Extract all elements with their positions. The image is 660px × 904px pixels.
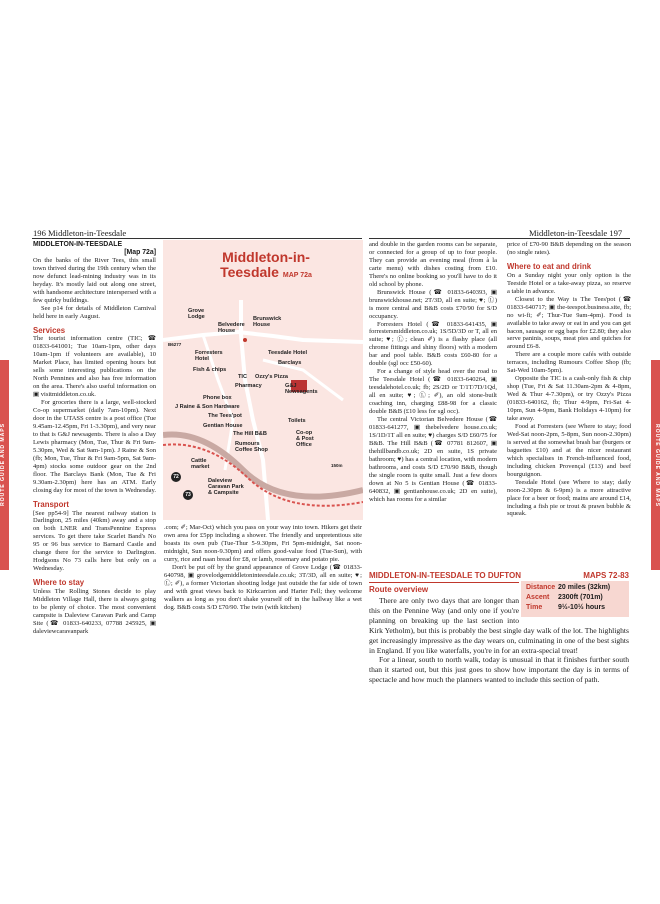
map-label-coop: Co-op & Post Office bbox=[296, 430, 314, 449]
map-label-brunswick: Brunswick House bbox=[253, 316, 282, 329]
time-value: 9½-10½ hours bbox=[558, 604, 606, 611]
map-label-grove-lodge: Grove Lodge bbox=[188, 308, 205, 321]
map-label-teesdale-hotel: Teesdale Hotel bbox=[268, 350, 308, 356]
cafes-paragraph: There are a couple more cafés with outside terraces, including Rumours Coffee Shop (fb; Sat-Wed 10am-5pm). bbox=[507, 351, 631, 375]
groceries-paragraph: For groceries there is a large, well-stocked Co-op supermarket (daily 7am-10pm). Next door in the UTASS centre is a post office (Tue 9.45am-12.45pm, Fri 1-3.30pm), and very near to that is G&J newsagents. There is also a Day Lewis pharmacy (Mon, Tue, Thur & Fri 9am-5.30pm, Wed & Sat 9am-1pm). J Raine & Son (fb; Mon, Tue, Thur & Fri 9am-5pm, Sat 9am-4pm) stocks some outdoor gear on the 2nd floor. The Barclays Bank (Mon, Tue & Fri 9.30am-2.30pm) here has an ATM. Early closing day for most of the town is Wednesday. bbox=[33, 399, 156, 494]
section-title: MIDDLETON-IN-TEESDALE bbox=[33, 241, 123, 248]
left-running-head: 196 Middleton-in-Teesdale bbox=[33, 228, 127, 238]
right-side-tab: ROUTE GUIDE AND MAPS bbox=[651, 360, 660, 570]
distance-label: Distance bbox=[526, 584, 556, 591]
map-reference: [Map 72a] bbox=[124, 248, 156, 256]
map-title-line1: Middleton-in- bbox=[222, 249, 310, 265]
map-marker-72: 72 bbox=[171, 472, 181, 482]
town-map bbox=[163, 240, 363, 520]
where-to-eat-heading: Where to eat and drink bbox=[507, 261, 592, 271]
route-title: MIDDLETON-IN-TEESDALE TO DUFTON bbox=[369, 571, 521, 580]
teesdale-hotel-paragraph: For a change of style head over the road to The Teesdale Hotel (☎ 01833-640264, ▣ teesdalehotel.co.uk; fb; 2S/2D or T/1T/7D/1Qd, all en suite; ♥; Ⓛ; ✐), an old stone-built coaching inn, charging £88-98 for a classic double B&B (£10 less for sgl occ). bbox=[369, 368, 497, 416]
map-label-belvedere: Belvedere House bbox=[218, 322, 245, 335]
map-label-daleview: Daleview Caravan Park & Campsite bbox=[208, 478, 244, 497]
stay-paragraph: Unless The Rolling Stones decide to play Middleton Village Hall, there is always going to be plenty of choice. The most convenient campsite is Daleview Caravan Park and Camp Site (☎ 01833-640233, 07788 245925, ▣ daleviewcaravanpark bbox=[33, 588, 156, 635]
intro-paragraph: On the banks of the River Tees, this small town thrived during the 19th century when the now defunct lead-mining industry was in its heyday. It's mostly laid out along one street, with handsome architecture interspersed with a few quirky buildings. bbox=[33, 256, 156, 304]
column-2 bbox=[164, 524, 362, 611]
route-section-title bbox=[369, 571, 629, 580]
column-4 bbox=[507, 241, 631, 518]
forresters-paragraph: Forresters Hotel (☎ 01833-641435, ▣ forrestersmiddleton.co.uk; 1S/5D/3D or T, all en suite; ♥; Ⓛ; clean ✐) is a flashy place (all chrome fittings and shiny floors) with a modern bar and pool table. B&B costs £60-80 for a double (sgl occ £50-60). bbox=[369, 320, 497, 368]
map-ref-label: MAP 72a bbox=[282, 272, 312, 279]
right-head-rule bbox=[369, 238, 630, 239]
grove-lodge-paragraph: Don't be put off by the grand appearance of Grove Lodge (☎ 01833-640798, ▣ grovelodgemiddletoninteesdale.co.uk; 3T/3D, all en suite; ♥; Ⓛ; ✐), a former Victorian shooting lodge just outside the far side of town and with great views back to Kirkcarrion and Harter Fell; they welcome walkers as long as you don't shake yourself off in the hallway like a wet dog. B&B costs S/D £70/90. The twin (with kitchen) bbox=[164, 563, 362, 611]
grove-lodge-continued: and double in the garden rooms can be separate, or connected for a group of up to four people. They can provide an evening meal (from à la carte menu) with dishes costing from £10. There's no online booking so you'll have to do it old school by phone. bbox=[369, 241, 497, 288]
column-1 bbox=[33, 241, 156, 636]
map-label-hill-bb: The Hill B&B bbox=[233, 431, 267, 437]
services-paragraph: The tourist information centre (TIC; ☎ 01833-641001; Tue 10am-1pm, other days 10am-1pm if volunteers are available), 10 Market Place, has limited opening hours but sells some interesting publications on the North Pennines and also has free information on the area. There's also useful information on ▣ visitmiddleton.co.uk. bbox=[33, 335, 156, 399]
ascent-label: Ascent bbox=[526, 594, 550, 601]
brunswick-paragraph: Brunswick House (☎ 01833-640393, ▣ brunswickhouse.net; 2T/3D, all en suite; ♥; Ⓛ) is more central and B&B costs £70/90 for S/D occupancy. bbox=[369, 288, 497, 320]
teesdale-food-paragraph: Teesdale Hotel (see Where to stay; daily noon-2.30pm & 6-9pm) is a more attractive place for a beer or food; mains are around £14, including a fish pie or trout & prawn bubble & squeak. bbox=[507, 478, 631, 518]
map-label-j-raine: J Raine & Son Hardware bbox=[175, 404, 240, 410]
route-overview-text bbox=[369, 596, 629, 685]
sunday-paragraph: On a Sunday night your only option is the Teeside Hotel or a take-away pizza, so reserve a table in advance. bbox=[507, 271, 631, 295]
forresters-food-paragraph: Food at Forresters (see Where to stay; food Wed-Sat noon-2pm, 5-8pm, Sun noon-2.30pm) is served at the somewhat brash bar (burgers or baguettes £10) and at the nicer restaurant which specialises in French-influenced food, including chicken Provençal (£13) and beef bourguignon. bbox=[507, 422, 631, 478]
route-maps-ref: MAPS 72-83 bbox=[583, 571, 629, 580]
distance-value: 20 miles (32km) bbox=[558, 584, 611, 591]
teespot-paragraph: Closest to the Way is The Tees'pot (☎ 01833-640717; ▣ the-teespot.business.site, fb; no wi-fi; ✐; Thur-Tue 9am-4pm). Food is available to take away or eat in and you can get bacon, sausage or egg baps for £2.80; they also serve paninis, soups, meat pies and quiches for around £6-8. bbox=[507, 295, 631, 351]
transport-paragraph: [See pp54-9] The nearest railway station is Darlington, 25 miles (40km) away and a stop on both LNER and TransPennine Express services. To get there take Scarlet Band's No 95 or 96 bus service to Barnard Castle and change there for the service to Darlington. Hodgsons No 73 calls here but only on a Wednesday. bbox=[33, 509, 156, 573]
route-paragraph-2: For a linear, south to north walk, today is unusual in that it finishes further south than it started out, but this just goes to show how important the day is in terms of spectacle and how much the planners wanted to include this section of path. bbox=[369, 655, 629, 685]
map-scale: 150m bbox=[331, 463, 343, 468]
fish-chips-paragraph: Opposite the TIC is a cash-only fish & chip shop (Tue, Fri & Sat 11.30am-2pm & 4-8pm, Wed & Thur 4-7.30pm), or try Ozzy's Pizza (01833-640162, fb; Thur 4-9pm, Fri-Sat 4-10pm, Sun 4-9pm, Bank Holidays 4-10pm) for take away. bbox=[507, 375, 631, 423]
ascent-value: 2300ft (701m) bbox=[558, 594, 603, 601]
map-label-gentian: Gentian House bbox=[203, 423, 243, 429]
map-label-ozzys-pizza: Ozzy's Pizza bbox=[255, 374, 289, 380]
map-label-b6277: B6277 bbox=[168, 342, 182, 347]
transport-heading: Transport bbox=[33, 499, 69, 509]
carnival-paragraph: See p14 for details of Middleton Carnival held here in early August. bbox=[33, 304, 156, 320]
gentian-continued: price of £70-90 B&B depending on the season (no single rates). bbox=[507, 241, 631, 256]
map-label-forresters: Forresters Hotel bbox=[195, 350, 223, 363]
services-heading: Services bbox=[33, 325, 66, 335]
map-title-line2: Teesdale bbox=[220, 264, 279, 280]
map-label-barclays: Barclays bbox=[278, 360, 302, 366]
route-overview-heading: Route overview bbox=[369, 585, 429, 594]
route-rule bbox=[369, 582, 519, 583]
map-label-cattle-market: Cattle market bbox=[191, 458, 210, 471]
where-to-stay-heading: Where to stay bbox=[33, 578, 85, 588]
column-3 bbox=[369, 241, 497, 503]
map-label-tic: TIC bbox=[238, 374, 248, 380]
map-label-pharmacy: Pharmacy bbox=[235, 383, 262, 389]
map-label-phone-box: Phone box bbox=[203, 395, 232, 401]
route-paragraph-1: There are only two days that are longer than this on the Pennine Way (and only one if you're planning on breaking up the last section into Kirk Yetholm), but this is probably the best single day walk of the lot. The highlights get increasingly impressive as the day wears on, culminating in one of the best sights in England. If you like waterfalls, you're in for an extra-special treat! bbox=[369, 596, 629, 655]
map-label-teespot: The Tees'pot bbox=[208, 413, 242, 419]
belvedere-paragraph: The central Victorian Belvedere House (☎ 01833-641277, ▣ thebelvedere house.co.uk; 1S/1D/1T all en suite; ♥) charges S/D £60/75 for B&B. The Hill B&B (☎ 07781 812607, ▣ thehillbandb.co.uk; 2D en suite, 1S private bathroom; ♥) has a central location, with modern bathrooms, and costs S/D £70/90 B&B, though the single room is quite small. Just a few doors down at No 5 is Gentian House (☎ 01833-640832, ▣ gentianhouse.co.uk; 2D en suite), which has rooms for a similar bbox=[369, 415, 497, 503]
map-label-toilets: Toilets bbox=[288, 418, 306, 424]
map-label-rumours: Rumours Coffee Shop bbox=[235, 441, 268, 454]
map-label-fish-chips: Fish & chips bbox=[193, 367, 227, 373]
map-label-gj-newsagents: G&J Newsagents bbox=[285, 383, 318, 396]
daleview-continued: .com; ✐; Mar-Oct) which you pass on your way into town. Hikers get their own area for £5pp including a shower. The friendly and unpretentious site boasts its own pub (Tue-Thur 5-9.30pm, Fri 5pm-midnight, Sat noon-midnight, Sun noon-9.30pm) and offers good-value food (Tue-Sun), with curry, rice and naan bread for £8, or lamb, rosemary and potato pie. bbox=[164, 524, 362, 563]
time-label: Time bbox=[526, 604, 543, 611]
left-head-rule bbox=[32, 238, 362, 239]
map-marker-73: 73 bbox=[183, 490, 193, 500]
left-side-tab: ROUTE GUIDE AND MAPS bbox=[0, 360, 9, 570]
right-running-head: Middleton-in-Teesdale 197 bbox=[529, 228, 623, 238]
map-title bbox=[181, 250, 351, 283]
